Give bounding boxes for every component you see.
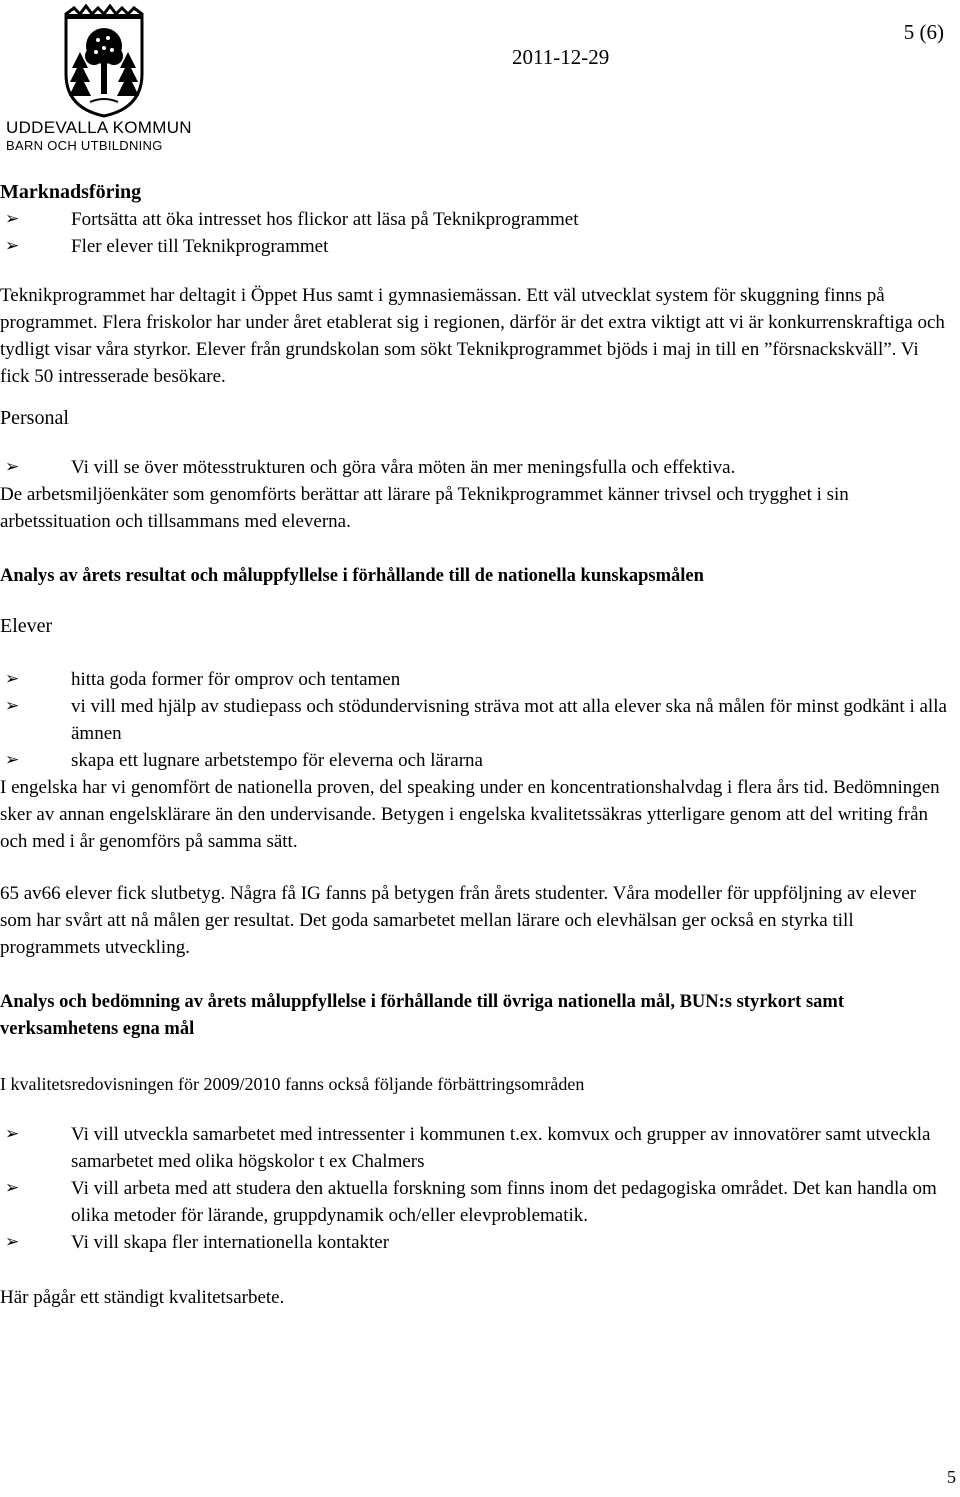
arrow-bullet-icon: ➢ bbox=[5, 457, 20, 477]
heading-analys-kunskapsmal: Analys av årets resultat och måluppfyllelse i förhållande till de nationella kunskapsmålen bbox=[0, 566, 704, 586]
arrow-bullet-icon: ➢ bbox=[5, 236, 20, 256]
list-item: ➢ Fortsätta att öka intresset hos flickor att läsa på Teknikprogrammet bbox=[71, 206, 950, 233]
arrow-bullet-icon: ➢ bbox=[5, 1232, 20, 1252]
list-item: ➢ vi vill med hjälp av studiepass och stödundervisning sträva mot att alla elever ska nå målen för minst godkänt i alla ämnen bbox=[71, 693, 950, 747]
list-item: ➢ hitta goda former för omprov och tentamen bbox=[71, 666, 950, 693]
footer-page-number: 5 bbox=[947, 1467, 956, 1487]
heading-marknadsforing: Marknadsföring bbox=[0, 181, 142, 203]
arrow-bullet-icon: ➢ bbox=[5, 209, 20, 229]
elever-paragraph-slutbetyg: 65 av66 elever fick slutbetyg. Några få IG fanns på betygen från årets studenter. Våra modeller för uppföljning av elever som har svårt att nå målen ger resultat. Det goda samarbetet mellan lärare och elevhälsan ger också en styrka till programmets utveckling. bbox=[0, 883, 917, 958]
list-item: ➢ Fler elever till Teknikprogrammet bbox=[71, 233, 950, 260]
personal-bullet-list bbox=[0, 454, 950, 481]
analys2-bullet-list bbox=[0, 1121, 950, 1256]
arrow-bullet-icon: ➢ bbox=[5, 1124, 20, 1144]
list-item: ➢ Vi vill utveckla samarbetet med intressenter i kommunen t.ex. komvux och grupper av innovatörer samt utveckla samarbetet med olika högskolor t ex Chalmers bbox=[71, 1121, 950, 1175]
list-item: ➢ Vi vill skapa fler internationella kontakter bbox=[71, 1229, 950, 1256]
marknad-paragraph: Teknikprogrammet har deltagit i Öppet Hus samt i gymnasiemässan. Ett väl utvecklat system för skuggning finns på programmet. Flera friskolor har under året etablerat sig i regionen, därför är det extra viktigt att vi är konkurrenskraftiga och tydligt visar våra styrkor. Elever från grundskolan som sökt Teknikprogrammet bjöds i maj in till en ”försnackskväll”. Vi fick 50 intresserade besökare. bbox=[0, 285, 945, 387]
organization-name: UDDEVALLA KOMMUN bbox=[6, 118, 192, 137]
closing-sentence: Här pågår ett ständigt kvalitetsarbete. bbox=[0, 1287, 285, 1308]
list-item: ➢ skapa ett lugnare arbetstempo för eleverna och lärarna bbox=[71, 747, 950, 774]
page-indicator: 5 (6) bbox=[903, 20, 944, 44]
arrow-bullet-icon: ➢ bbox=[5, 696, 20, 716]
elever-bullet-list bbox=[0, 666, 950, 774]
heading-personal: Personal bbox=[0, 407, 69, 429]
list-item: ➢ Vi vill arbeta med att studera den aktuella forskning som finns inom det pedagogiska området. Det kan handla om olika metoder för lärande, gruppdynamik och/eller elevproblematik. bbox=[71, 1175, 950, 1229]
heading-elever: Elever bbox=[0, 615, 53, 637]
arrow-bullet-icon: ➢ bbox=[5, 1178, 20, 1198]
elever-paragraph-engelska: I engelska har vi genomfört de nationella proven, del speaking under en koncentrationshalvdag i flera års tid. Bedömningen sker av annan engelsklärare än den undervisande. Betygen i engelska kvalitetssäkras ytterligare genom att del writing från och med i år genomförs på samma sätt. bbox=[0, 777, 940, 852]
personal-paragraph: De arbetsmiljöenkäter som genomförts berättar att lärare på Teknikprogrammet känner trivsel och trygghet i sin arbetssituation och tillsammans med eleverna. bbox=[0, 484, 849, 532]
analys2-intro: I kvalitetsredovisningen för 2009/2010 fanns också följande förbättringsområden bbox=[0, 1074, 585, 1094]
organization-department: BARN OCH UTBILDNING bbox=[6, 138, 163, 153]
arrow-bullet-icon: ➢ bbox=[5, 750, 20, 770]
document-date: 2011-12-29 bbox=[512, 45, 610, 69]
list-item: ➢ Vi vill se över mötesstrukturen och göra våra möten än mer meningsfulla och effektiva. bbox=[71, 454, 950, 481]
marknad-bullet-list bbox=[0, 206, 950, 260]
document-body bbox=[0, 178, 950, 1311]
heading-analys-ovriga-mal: Analys och bedömning av årets måluppfyllelse i förhållande till övriga nationella mål, BUN:s styrkort samt verksamhetens egna mål bbox=[0, 992, 844, 1039]
arrow-bullet-icon: ➢ bbox=[5, 669, 20, 689]
